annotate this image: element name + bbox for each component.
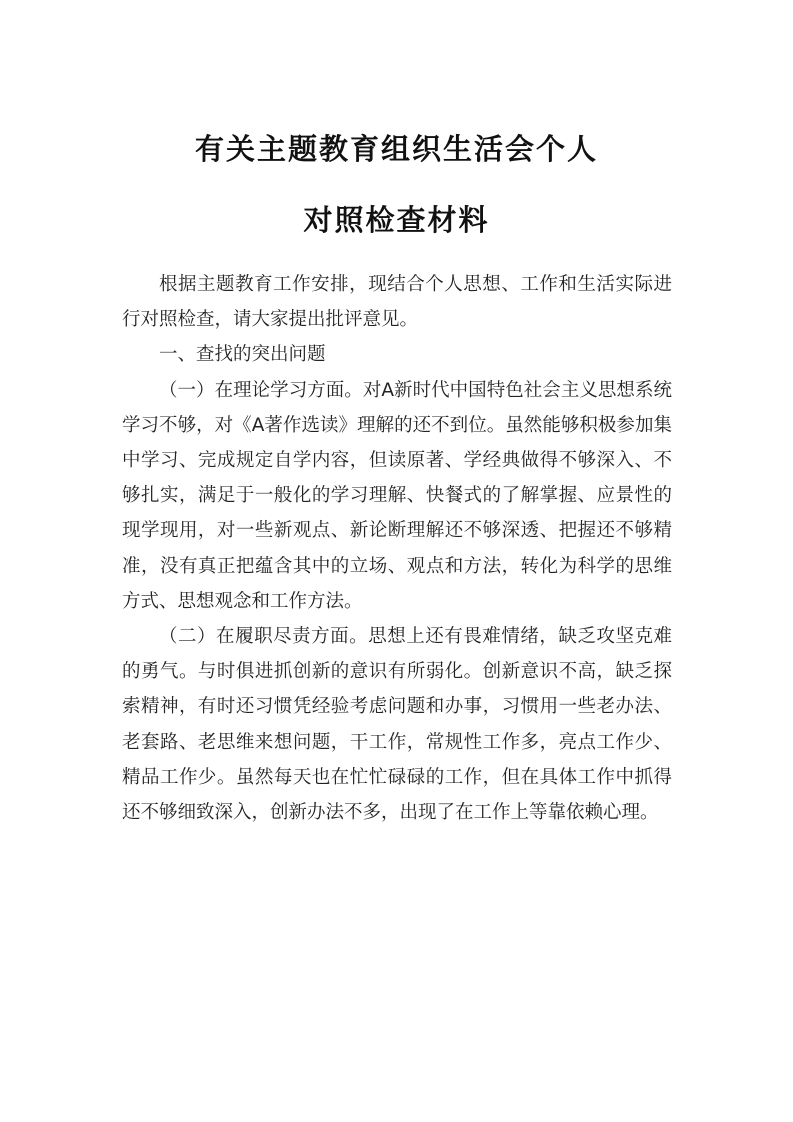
paragraph-theory-study: （一）在理论学习方面。对A新时代中国特色社会主义思想系统学习不够，对《A著作选读》理解的还不到位。虽然能够积极参加集中学习、完成规定自学内容，但读原著、学经典做得不够深入、不够扎实，满足于一般化的学习理解、快餐式的了解掌握、应景性的现学现用，对一些新观点、新论断理解还不够深透、把握还不够精准，没有真正把蕴含其中的立场、观点和方法，转化为科学的思维方式、思想观念和工作方法。 [122,379,672,612]
section-heading-1: 一、查找的突出问题 [159,344,326,366]
document-title-line-2: 对照检查材料 [303,203,490,237]
document-title-line-1: 有关主题教育组织生活会个人 [194,132,598,166]
intro-paragraph: 根据主题教育工作安排，现结合个人思想、工作和生活实际进行对照检查，请大家提出批评意见。 [122,274,672,331]
document-body [122,267,672,830]
paragraph-duty-performance: （二）在履职尽责方面。思想上还有畏难情绪，缺乏攻坚克难的勇气。与时俱进抓创新的意识有所弱化。创新意识不高，缺乏探索精神，有时还习惯凭经验考虑问题和办事，习惯用一些老办法、老套路、老思维来想问题，干工作，常规性工作多，亮点工作少、精品工作少。虽然每天也在忙忙碌碌的工作，但在具体工作中抓得还不够细致深入，创新办法不多，出现了在工作上等靠依赖心理。 [122,626,672,824]
